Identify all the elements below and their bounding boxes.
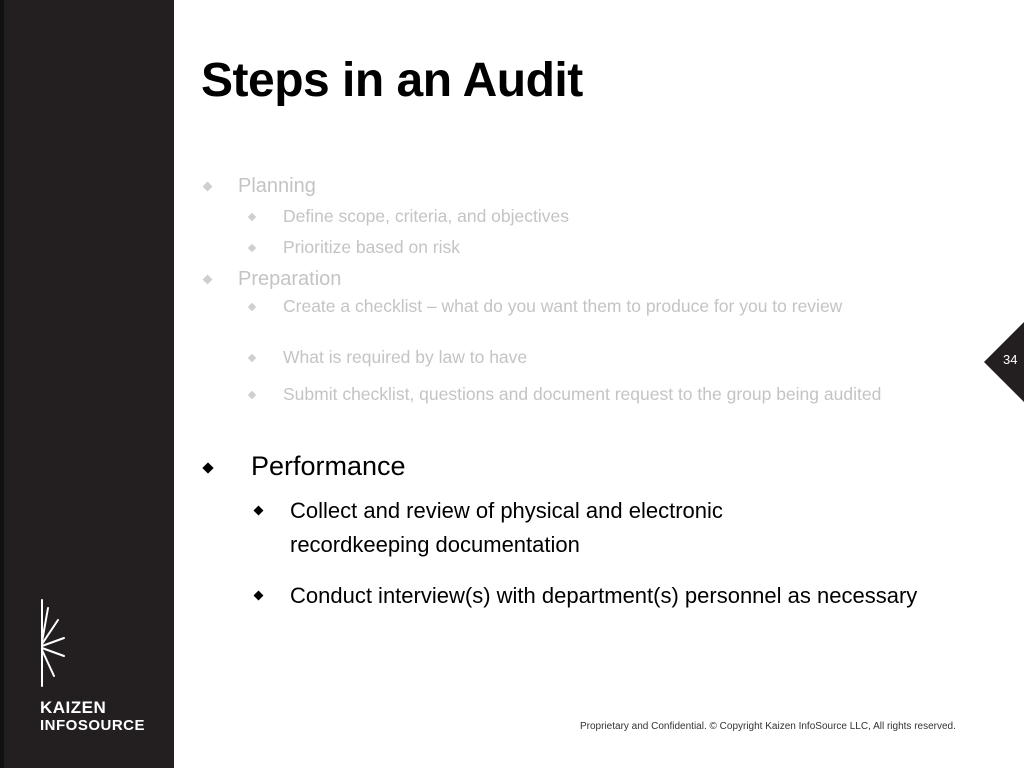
diamond-bullet-icon: [254, 591, 264, 601]
bullet-planning: [204, 174, 316, 198]
bullet-text: Conduct interview(s) with department(s) personnel as necessary: [290, 583, 918, 608]
bullet-text: Prioritize based on risk: [283, 237, 461, 257]
diamond-bullet-icon: [248, 391, 256, 399]
bullet-text: Performance: [251, 451, 406, 481]
bullet-required-law: [249, 348, 527, 367]
diamond-bullet-icon: [248, 354, 256, 362]
bullet-text: What is required by law to have: [283, 347, 528, 367]
kaizen-burst-icon: [36, 598, 70, 688]
bullet-text: Submit checklist, questions and document request to the group being audited: [283, 384, 882, 404]
bullet-text: Planning: [238, 175, 316, 197]
sidebar-edge: [0, 0, 4, 768]
diamond-bullet-icon: [203, 275, 213, 285]
bullet-prioritize: [249, 238, 460, 257]
bullet-interview: [255, 579, 935, 613]
bullet-define-scope: [249, 207, 569, 226]
diamond-bullet-icon: [248, 244, 256, 252]
sidebar: [0, 0, 174, 768]
logo-line-2: INFOSOURCE: [40, 717, 146, 734]
footer-copyright: Proprietary and Confidential. © Copyright Kaizen InfoSource LLC, All rights reserved.: [580, 721, 956, 732]
bullet-submit: [249, 385, 949, 404]
bullet-text: Create a checklist – what do you want them to produce for you to review: [283, 296, 843, 316]
logo-line-1: KAIZEN: [40, 698, 107, 717]
bullet-collect: [255, 494, 825, 562]
diamond-bullet-icon: [254, 506, 264, 516]
bullet-text: Collect and review of physical and electronic recordkeeping documentation: [290, 498, 723, 557]
diamond-bullet-icon: [203, 182, 213, 192]
diamond-bullet-icon: [248, 303, 256, 311]
bullet-checklist: [249, 297, 909, 316]
diamond-bullet-icon: [248, 213, 256, 221]
bullet-preparation: [204, 267, 341, 291]
slide-title: Steps in an Audit: [201, 54, 583, 107]
bullet-text: Preparation: [238, 268, 342, 290]
bullet-text: Define scope, criteria, and objectives: [283, 206, 569, 226]
page-number: 34: [1003, 352, 1018, 367]
bullet-performance: [204, 450, 406, 482]
diamond-bullet-icon: [202, 462, 213, 473]
